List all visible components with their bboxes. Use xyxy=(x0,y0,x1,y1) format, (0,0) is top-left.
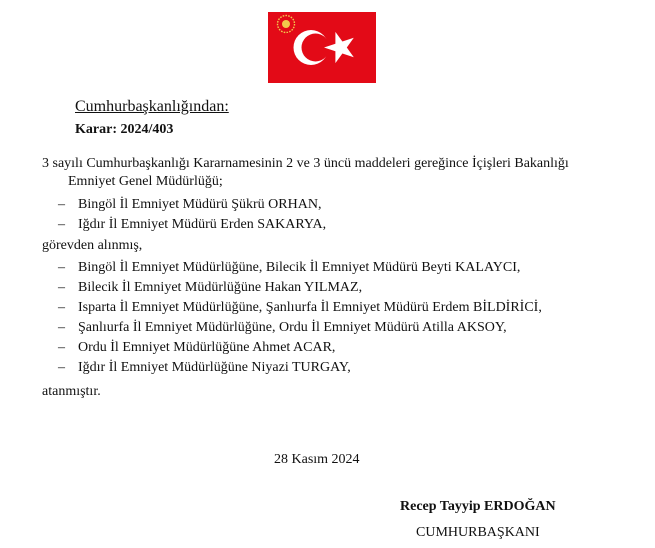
issuer-heading: Cumhurbaşkanlığından: xyxy=(75,98,229,115)
dash: – xyxy=(58,360,65,375)
signer-title: CUMHURBAŞKANI xyxy=(416,525,540,540)
list-item-text: Şanlıurfa İl Emniyet Müdürlüğüne, Ordu İl Emniyet Müdürü Atilla AKSOY, xyxy=(78,320,507,335)
intro-line-1: 3 sayılı Cumhurbaşkanlığı Kararnamesinin 2 ve 3 üncü maddeleri gereğince İçişleri Bakanlığı xyxy=(42,156,569,171)
list-item-text: Bingöl İl Emniyet Müdürü Şükrü ORHAN, xyxy=(78,197,322,212)
list-item xyxy=(42,318,542,338)
dash: – xyxy=(58,197,65,212)
dash: – xyxy=(58,300,65,315)
list-item xyxy=(42,358,542,378)
decision-number: Karar: 2024/403 xyxy=(75,122,174,137)
list-item-text: Isparta İl Emniyet Müdürlüğüne, Şanlıurfa İl Emniyet Müdürü Erdem BİLDİRİCİ, xyxy=(78,300,542,315)
dash: – xyxy=(58,280,65,295)
dash: – xyxy=(58,260,65,275)
dash: – xyxy=(58,340,65,355)
list-item xyxy=(42,215,326,235)
dismissed-label: görevden alınmış, xyxy=(42,238,143,253)
list-item-text: Iğdır İl Emniyet Müdürlüğüne Niyazi TURGAY, xyxy=(78,360,351,375)
list-item xyxy=(42,195,326,215)
decision-date: 28 Kasım 2024 xyxy=(274,452,360,467)
appointed-label: atanmıştır. xyxy=(42,384,101,399)
list-item xyxy=(42,278,542,298)
list-item-text: Iğdır İl Emniyet Müdürü Erden SAKARYA, xyxy=(78,217,327,232)
presidential-seal-icon xyxy=(276,14,296,34)
list-item-text: Ordu İl Emniyet Müdürlüğüne Ahmet ACAR, xyxy=(78,340,336,355)
list-item-text: Bingöl İl Emniyet Müdürlüğüne, Bilecik İl Emniyet Müdürü Beyti KALAYCI, xyxy=(78,260,521,275)
intro-line-2: Emniyet Genel Müdürlüğü; xyxy=(68,174,223,189)
dash: – xyxy=(58,217,65,232)
list-item-text: Bilecik İl Emniyet Müdürlüğüne Hakan YILMAZ, xyxy=(78,280,363,295)
signer-name: Recep Tayyip ERDOĞAN xyxy=(400,499,556,514)
dismissed-list xyxy=(42,195,326,235)
dash: – xyxy=(58,320,65,335)
list-item xyxy=(42,258,542,278)
intro-paragraph xyxy=(42,155,642,191)
appointed-list xyxy=(42,258,542,378)
list-item xyxy=(42,298,542,318)
list-item xyxy=(42,338,542,358)
